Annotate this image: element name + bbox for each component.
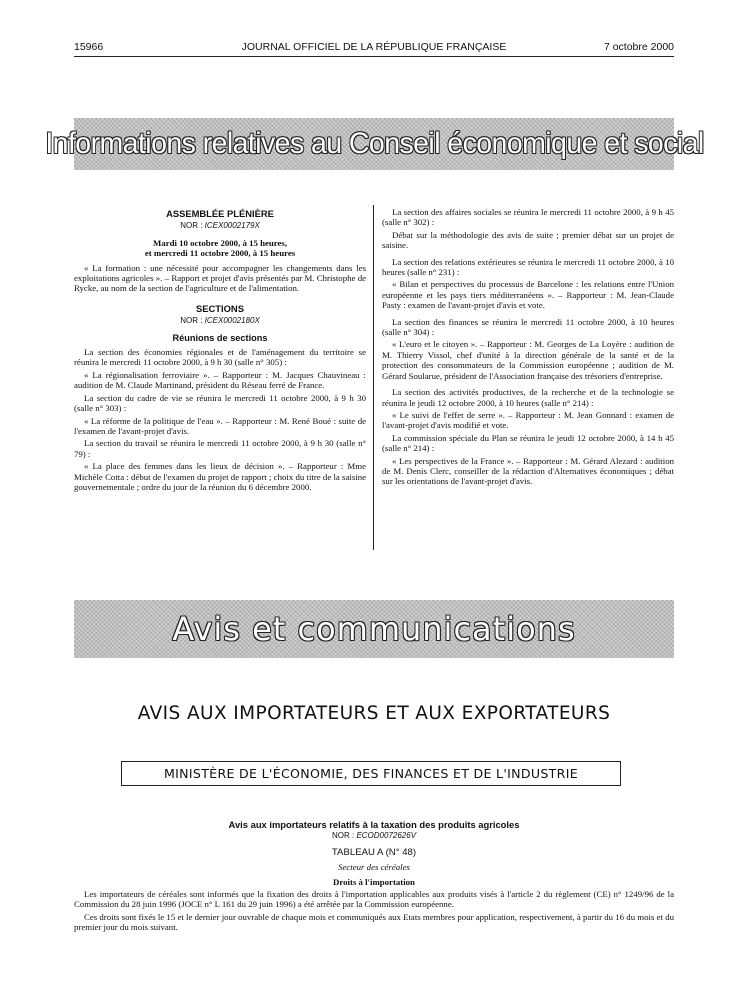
paragraph: « Le suivi de l'effet de serre ». – Rapporteur : M. Jean Gonnard : examen de l'avant-projet d'avis modifié et vote. <box>382 409 674 431</box>
column-divider <box>373 205 374 550</box>
notice <box>74 820 674 933</box>
nor-code: ICEX0002180X <box>204 316 260 326</box>
session-date-1: Mardi 10 octobre 2000, à 15 heures, <box>152 237 288 248</box>
heading-assemblee: ASSEMBLÉE PLÉNIÈRE <box>166 208 274 219</box>
section-banner-avis <box>74 600 674 658</box>
paragraph: Débat sur la méthodologie des avis de suite ; premier débat sur un projet de saisine. <box>382 229 674 251</box>
paragraph: « Bilan et perspectives du processus de Barcelone : les relations entre l'Union européenne et les pays tiers méditerranéens ». – Rapporteur : M. Jean-Claude Pasty : examen de l'avant-projet d'avis et vote. <box>382 279 674 311</box>
paragraph: Les importateurs de céréales sont informés que la fixation des droits à l'importation applicables aux produits visés à l'article 2 du règlement (CE) n° 1249/96 de la Commission du 28 juin 1996 (JOCE n° L 161 du 29 juin 1996) a été arrêtée par la Commission européenne. <box>74 889 674 910</box>
heading-sections: SECTIONS <box>196 302 244 314</box>
nor-label: NOR : <box>180 221 203 231</box>
paragraph: La section des activités productives, de la recherche et de la technologie se réunira le jeudi 12 octobre 2000, à 10 heures (salle n° 214) : <box>382 387 674 408</box>
paragraph: La section du travail se réunira le mercredi 11 octobre 2000, à 9 h 30 (salle n° 79) : <box>74 438 366 459</box>
session-date-2: et mercredi 11 octobre 2000, à 15 heures <box>144 248 296 259</box>
paragraph: La section des finances se réunira le mercredi 11 octobre 2000, à 10 heures (salle n° 304) : <box>382 316 674 338</box>
notice-title: Avis aux importateurs relatifs à la taxation des produits agricoles <box>228 819 520 830</box>
paragraph: « La formation : une nécessité pour accompagner les changements dans les exploitations agricoles ». – Rapport et projet d'avis présentés par M. Christophe de Rycke, au nom de la section de l'agriculture et de l'alimentation. <box>74 262 366 294</box>
nor-code: ICEX0002179X <box>204 221 260 231</box>
nor-code: ECOD0072626V <box>356 831 417 841</box>
paragraph: « La place des femmes dans les lieux de décision ». – Rapporteur : Mme Michèle Cotta : début de l'examen du projet de rapport ; choix du titre de la saisine gouvernementale ; ordre du jour de la réunion du 6 décembre 2000. <box>74 461 366 492</box>
gap <box>74 296 366 300</box>
left-column <box>74 205 366 494</box>
section-banner-avis-text: Avis et communications <box>172 610 576 648</box>
paragraph: « La régionalisation ferroviaire ». – Rapporteur : M. Jacques Chauvineau : audition de M. Claude Martinand, président du Réseau ferré de France. <box>74 369 366 391</box>
issue-date: 7 octobre 2000 <box>603 41 674 53</box>
journal-title: JOURNAL OFFICIEL DE LA RÉPUBLIQUE FRANÇAISE <box>241 41 507 53</box>
paragraph: La section des relations extérieures se réunira le mercredi 11 octobre 2000, à 10 heures (salle n° 231) : <box>382 256 674 278</box>
paragraph: La commission spéciale du Plan se réunira le jeudi 12 octobre 2000, à 14 h 45 (salle n° 214) : <box>382 432 674 454</box>
subheading-reunions: Réunions de sections <box>172 332 268 343</box>
nor-label: NOR : <box>331 831 355 841</box>
paragraph: « Les perspectives de la France ». – Rapporteur : M. Gérard Alezard : audition de M. Denis Clerc, conseiller de la rédaction d'Alternatives économiques ; débat sur les orientations de l'avant-projet d'avis. <box>382 455 674 487</box>
notice-table-id: TABLEAU A (N° 48) <box>331 846 417 858</box>
notice-sector: Secteur des céréales <box>338 862 410 873</box>
paragraph: « La réforme de la politique de l'eau ». – Rapporteur : M. René Boué : suite de l'examen de l'avant-projet d'avis. <box>74 415 366 436</box>
section-banner-ces-text: Informations relatives au Conseil économique et social <box>44 127 704 160</box>
notice-duties-heading: Droits à l'importation <box>333 876 415 887</box>
nor-label: NOR : <box>180 316 203 326</box>
paragraph: « L'euro et le citoyen ». – Rapporteur : M. Georges de La Loyère : audition de M. Thierry Vissol, chef d'unité à la direction générale de la santé et de la protection des consommateurs de la Commission européenne ; audition de M. Gérard Soularue, président de l'Association française des trésoriers d'entreprise. <box>382 339 674 381</box>
page-number: 15966 <box>74 41 104 53</box>
nor-line-1 <box>74 221 366 231</box>
notice-nor <box>74 831 674 841</box>
header-rule <box>74 56 674 57</box>
ministry-name: MINISTÈRE DE L'ÉCONOMIE, DES FINANCES ET DE L'INDUSTRIE <box>163 766 578 781</box>
paragraph: La section du cadre de vie se réunira le mercredi 11 octobre 2000, à 9 h 30 (salle n° 303) : <box>74 392 366 414</box>
paragraph: La section des économies régionales et de l'aménagement du territoire se réunira le mercredi 11 octobre 2000, à 9 h 30 (salle n° 305) : <box>74 347 366 368</box>
right-column <box>382 207 674 489</box>
ministry-box <box>121 761 621 786</box>
section-banner-ces <box>44 118 704 170</box>
paragraph: La section des affaires sociales se réunira le mercredi 11 octobre 2000, à 9 h 45 (salle n° 302) : <box>382 207 674 228</box>
nor-line-2 <box>74 316 366 326</box>
paragraph: Ces droits sont fixés le 15 et le dernier jour ouvrable de chaque mois et communiqués aux Etats membres pour application, respectivement, à partir du 16 du mois et du premier jour du mois suivant. <box>74 911 674 933</box>
section-title: AVIS AUX IMPORTATEURS ET AUX EXPORTATEURS <box>137 703 611 724</box>
